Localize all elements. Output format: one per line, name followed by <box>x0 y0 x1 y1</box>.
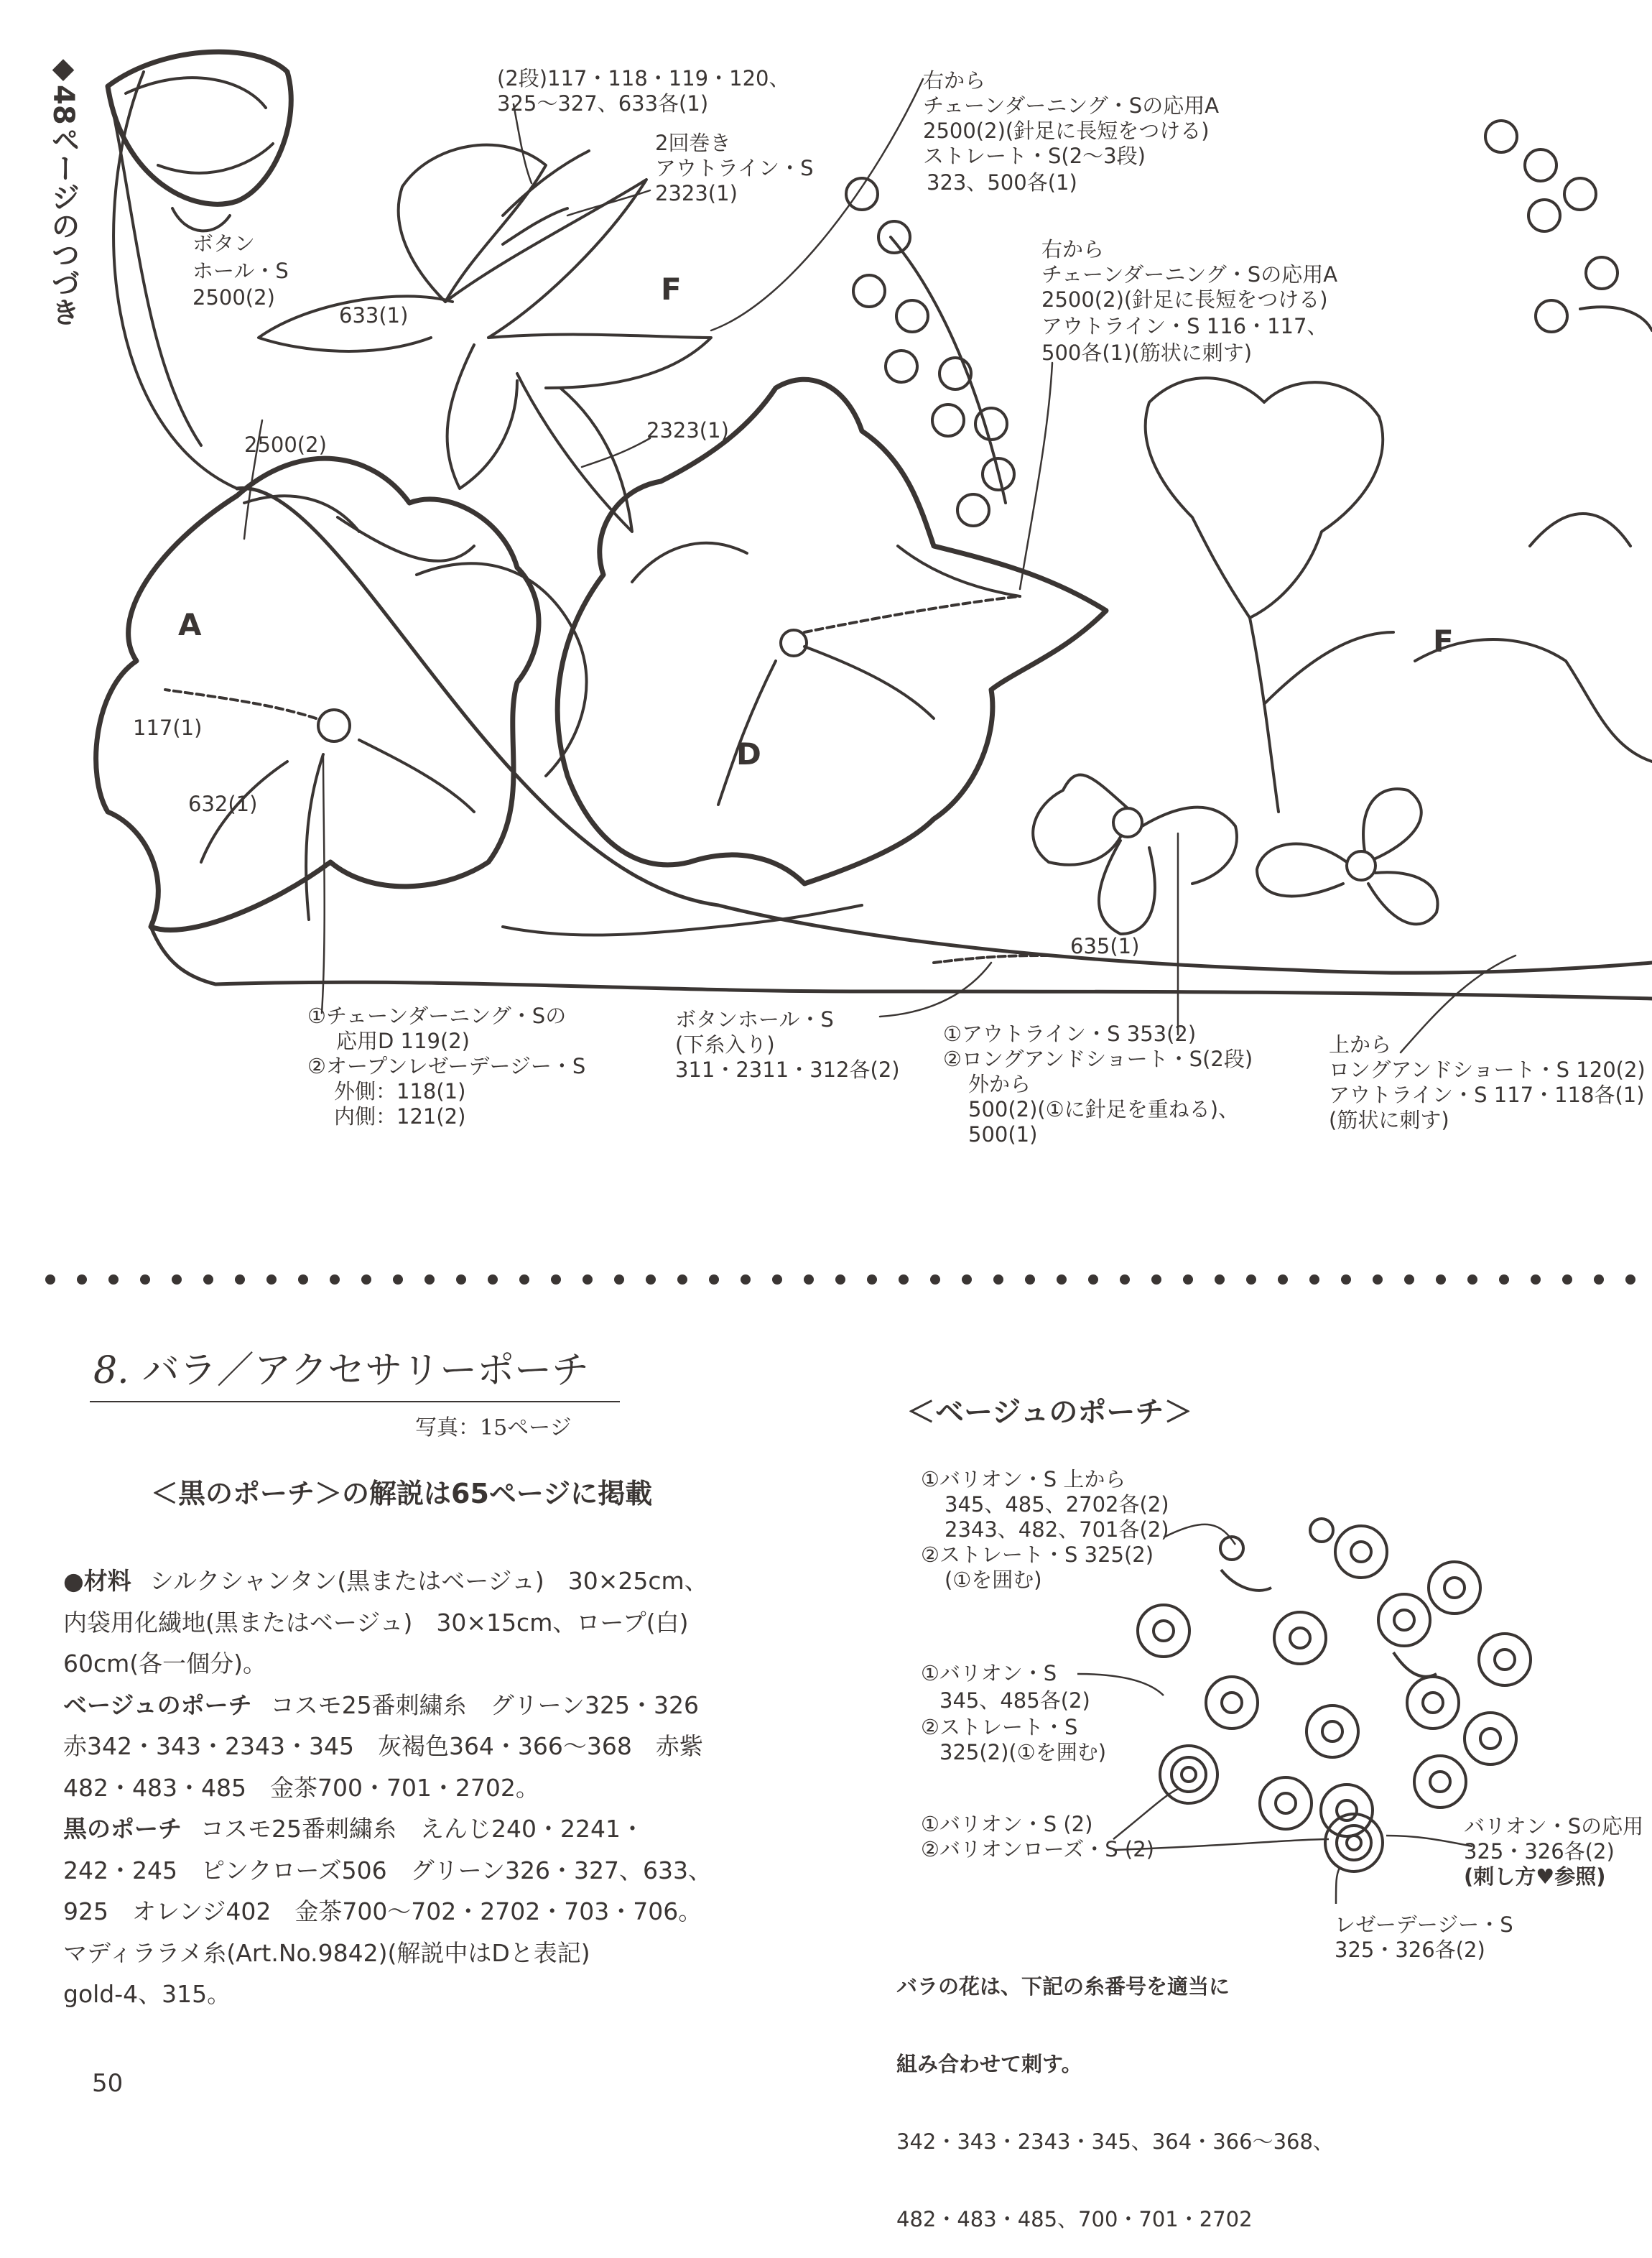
black-pouch-note: ＜黒のポーチ＞の解説は65ページに掲載 <box>151 1478 653 1509</box>
stitch-label: ①バリオン・S (2) <box>921 1812 1093 1836</box>
stitch-label: 500各(1)(筋状に刺す) <box>1041 341 1253 365</box>
black-pouch-label: 黒のポーチ <box>63 1815 182 1843</box>
stitch-label: 633(1) <box>339 303 409 328</box>
stitch-label: アウトライン・S <box>655 156 814 180</box>
stitch-label: (刺し方♥参照) <box>1464 1864 1606 1889</box>
beige-pouch-heading: ＜ベージュのポーチ＞ <box>906 1396 1193 1429</box>
stitch-label: 2343、482、701各(2) <box>945 1517 1169 1542</box>
flower-label-a: A <box>178 607 202 642</box>
rose-note-line: バラの花は、下記の糸番号を適当に <box>896 1974 1230 1999</box>
stitch-label: 325(2)(①を囲む) <box>939 1740 1107 1764</box>
page-number: 50 <box>92 2069 124 2098</box>
stitch-label: バリオン・Sの応用 <box>1464 1814 1644 1838</box>
section-title <box>93 1340 589 1394</box>
stitch-label: 325・326各(2) <box>1464 1839 1615 1864</box>
stitch-label: ①バリオン・S <box>921 1661 1057 1685</box>
stitch-label: ロングアンドショート・S 120(2) <box>1329 1058 1646 1082</box>
stitch-label: 右から <box>923 68 986 93</box>
stitch-label: 117(1) <box>133 716 203 740</box>
materials-line: コスモ25番刺繍糸 えんじ240・2241・ <box>200 1815 644 1843</box>
stitch-label: ①アウトライン・S 353(2) <box>943 1022 1197 1046</box>
materials-line: 内袋用化繊地(黒またはベージュ) 30×15cm、ロープ(白) <box>63 1608 689 1637</box>
materials-line: 925 オレンジ402 金茶700〜702・2702・703・706。 <box>63 1897 702 1925</box>
materials-line: マディララメ糸(Art.No.9842)(解説中はDと表記) <box>63 1938 590 1967</box>
materials-line: シルクシャンタン(黒またはベージュ) 30×25cm、 <box>149 1567 708 1595</box>
materials-list <box>63 1560 825 2015</box>
materials-label: ●材料 <box>63 1567 131 1595</box>
stitch-label: チェーンダーニング・Sの応用A <box>1041 262 1338 287</box>
stitch-label: (2段)117・118・119・120、 <box>497 66 790 91</box>
stitch-label: 外側：118(1) <box>334 1079 466 1103</box>
stitch-label: ②ロングアンドショート・S(2段) <box>943 1047 1253 1071</box>
stitch-label: 右から <box>1041 237 1105 262</box>
rose-note-line: 342・343・2343・345、364・366〜368、 <box>896 2129 1334 2154</box>
stitch-label: ②ストレート・S 325(2) <box>921 1542 1154 1567</box>
stitch-label: 325・326各(2) <box>1335 1938 1485 1962</box>
stitch-label: 345、485、2702各(2) <box>945 1492 1169 1517</box>
rose-note-line: 482・483・485、700・701・2702 <box>896 2207 1253 2231</box>
stitch-label: 635(1) <box>1070 934 1140 958</box>
stitch-label: ①バリオン・S 上から <box>921 1467 1126 1491</box>
stitch-label: 上から <box>1329 1032 1392 1057</box>
stitch-label: ストレート・S(2〜3段) <box>923 144 1146 168</box>
title-underline <box>90 1401 620 1402</box>
rose-note-line: 組み合わせて刺す。 <box>896 2052 1082 2076</box>
flower-label-d: D <box>736 736 761 772</box>
stitch-label: ボタンホール・S <box>675 1007 834 1032</box>
materials-line: 482・483・485 金茶700・701・2702。 <box>63 1773 539 1802</box>
stitch-label: レゼーデージー・S <box>1335 1912 1513 1937</box>
stitch-label: 345、485各(2) <box>939 1688 1090 1713</box>
stitch-label: 応用D 119(2) <box>336 1029 470 1053</box>
stitch-label: ①チェーンダーニング・Sの <box>307 1004 567 1028</box>
stitch-label: ボタン <box>192 231 256 256</box>
materials-line: 242・245 ピンクローズ506 グリーン326・327、633、 <box>63 1856 712 1884</box>
stitch-label: ②ストレート・S <box>921 1715 1078 1739</box>
section-number: 8. <box>93 1349 129 1392</box>
materials-line: 赤342・343・2343・345 灰褐色364・366〜368 赤紫 <box>63 1732 703 1760</box>
beige-pouch-label: ベージュのポーチ <box>63 1690 252 1719</box>
stitch-label: 2500(2)(針足に長短をつける) <box>923 119 1210 143</box>
stitch-label: ②バリオンローズ・S (2) <box>921 1837 1154 1861</box>
stitch-label: 2500(2) <box>192 285 275 310</box>
stitch-label: 325〜327、633各(1) <box>497 91 709 116</box>
stitch-label: 外から <box>968 1072 1031 1096</box>
stitch-label: (①を囲む) <box>945 1568 1042 1592</box>
stitch-label: 323、500各(1) <box>927 170 1077 195</box>
stitch-label: (筋状に刺す) <box>1329 1108 1449 1132</box>
rose-color-note <box>896 1922 1334 2258</box>
stitch-label: 500(2)(①に針足を重ねる)、 <box>968 1097 1240 1121</box>
separator-dots <box>45 1274 1635 1285</box>
stitch-label: ホール・S <box>192 259 289 283</box>
stitch-label: 311・2311・312各(2) <box>675 1058 900 1082</box>
materials-line: gold-4、315。 <box>63 1980 231 2008</box>
flower-label-f-top: F <box>661 272 682 307</box>
stitch-label: 500(1) <box>968 1122 1038 1147</box>
section-title-text: バラ／アクセサリーポーチ <box>141 1349 590 1392</box>
continued-from-page-note: ◆48ページのつづき <box>47 52 80 326</box>
materials-line: コスモ25番刺繍糸 グリーン325・326 <box>270 1690 699 1719</box>
materials-line: 60cm(各一個分)。 <box>63 1649 267 1678</box>
stitch-label: 2500(2)(針足に長短をつける) <box>1041 287 1328 312</box>
stitch-label: 2323(1) <box>655 181 738 205</box>
stitch-label: 2回巻き <box>655 131 731 155</box>
stitch-label: 2323(1) <box>646 418 729 443</box>
stitch-label: 632(1) <box>188 792 258 816</box>
stitch-label: ②オープンレゼーデージー・S <box>307 1054 586 1078</box>
photo-reference: 写真：15ページ <box>415 1415 572 1440</box>
stitch-label: (下糸入り) <box>675 1032 775 1057</box>
flower-label-f-right: F <box>1433 624 1454 659</box>
stitch-label: チェーンダーニング・Sの応用A <box>923 93 1220 118</box>
stitch-label: 2500(2) <box>244 432 327 457</box>
stitch-label: 内側：121(2) <box>334 1104 466 1129</box>
stitch-label: アウトライン・S 117・118各(1) <box>1329 1083 1645 1107</box>
stitch-label: アウトライン・S 116・117、 <box>1041 314 1328 338</box>
